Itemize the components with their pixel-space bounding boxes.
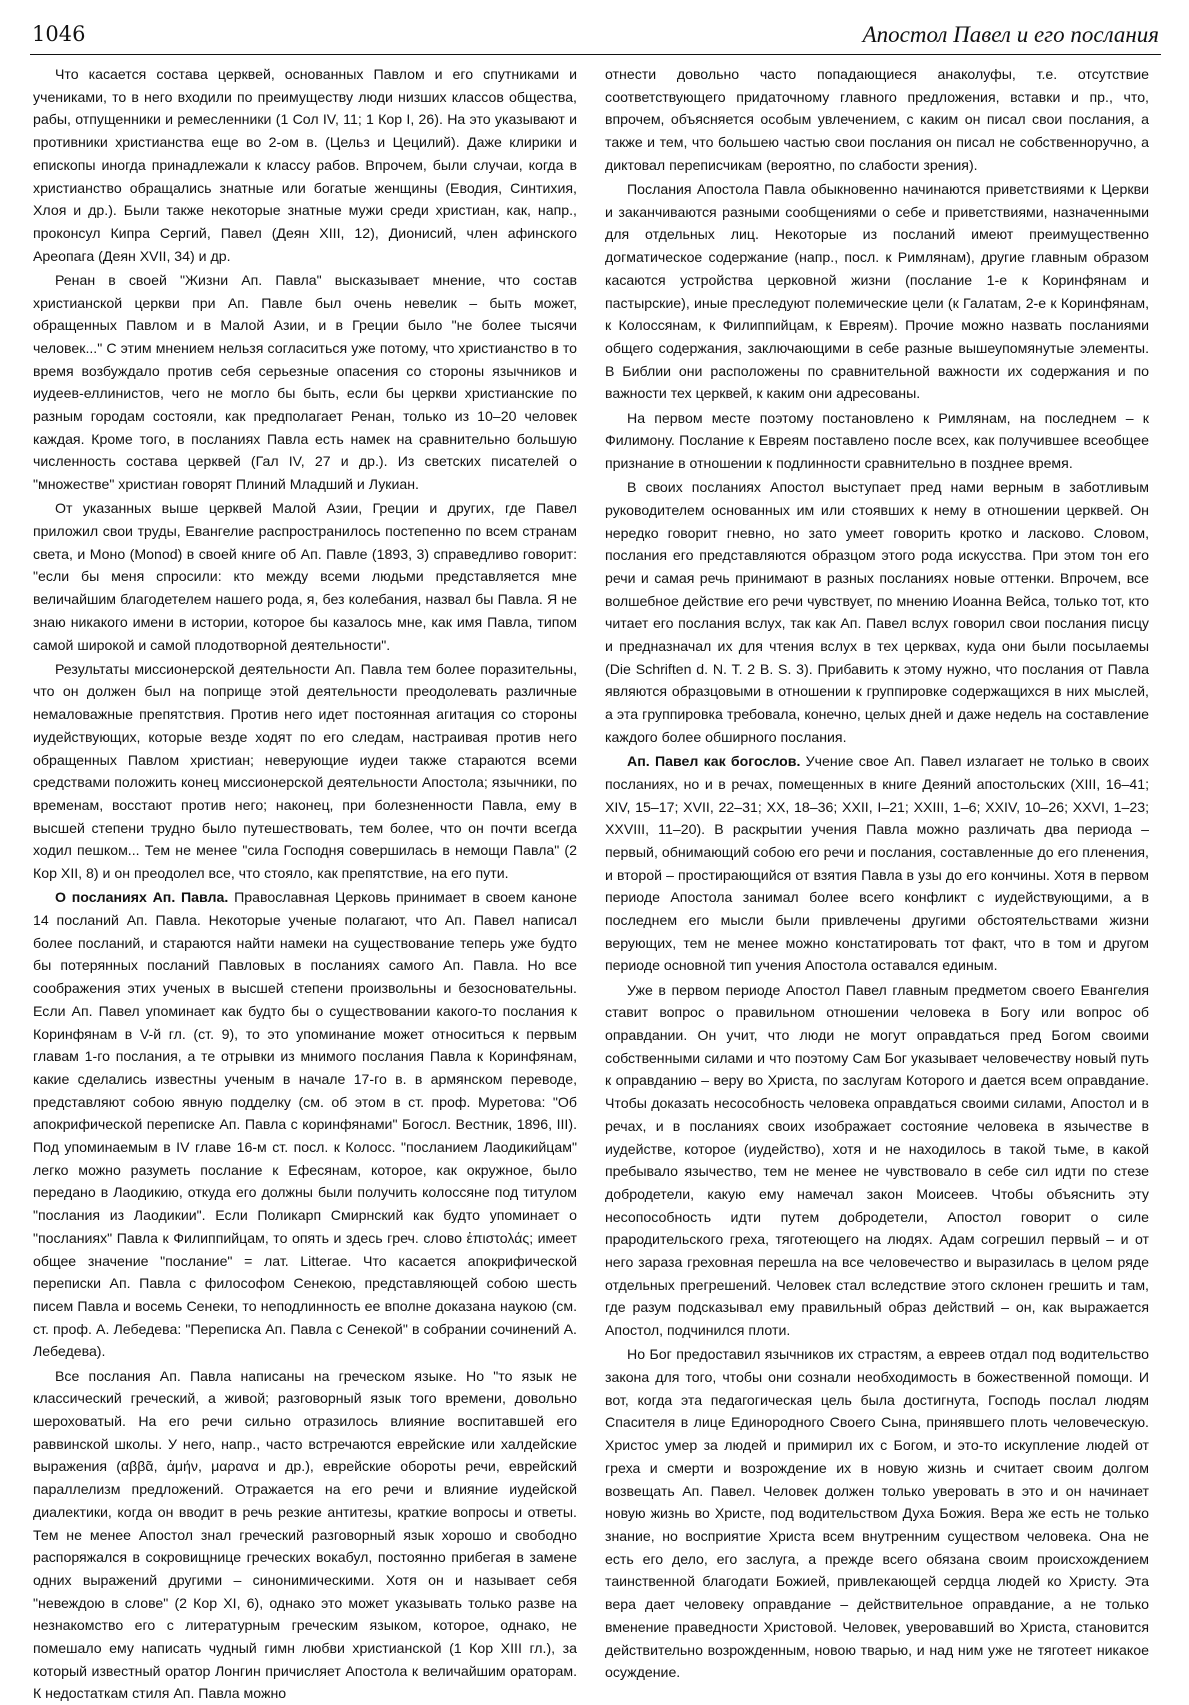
paragraph-text: От указанных выше церквей Малой Азии, Греции и других, где Павел приложил свои труды, Евангелие распространилось постепенно по всем странам света, и Моно (Monod) в своей книге об Ап. Павле (1893, 3) справедливо говорит: "если бы меня спросили: кто между всеми людьми представляется мне величайшим благодетелем нашего рода, я, без колебания, назвал бы Павла. Я не знаю никакого имени в истории, которое бы казалось мне, как имя Павла, типом самой широкой и самой плодотворной деятельности". (33, 500, 577, 653)
paragraph-text: Послания Апостола Павла обыкновенно начинаются приветствиями к Церкви и заканчиваются разными сообщениями о себе и приветствиями, назначенными для отдельных лиц. Некоторые из посланий имеют преимущественно догматическое содержание (напр., посл. к Римлянам), другие главным образом касаются устройства церковной жизни (послание 1-е к Коринфянам и пастырские), иные преследуют полемические цели (к Галатам, 2-е к Коринфянам, к Колоссянам, к Филиппийцам, к Евреям). Прочие можно назвать посланиями общего содержания, заключающими в себе разные вышеупомянутые элементы. В Библии они расположены по сравнительной важности их содержания и по важности тех церквей, к каким они адресованы. (605, 181, 1149, 402)
section-heading: О посланиях Ап. Павла. (55, 889, 229, 906)
paragraph (33, 63, 577, 267)
header-rule (30, 54, 1161, 55)
paragraph (605, 178, 1149, 405)
paragraph (605, 1343, 1149, 1684)
left-text-column (33, 63, 577, 1702)
paragraph (605, 63, 1149, 177)
paragraph (33, 886, 577, 1363)
paragraph-text: отнести довольно часто попадающиеся анаколуфы, т.е. отсутствие соответствующего придаточному главного предложения, вставки и пр., что, впрочем, объясняется особым увлечением, с каким он писал свои послания, а также и тем, что большею частью свои послания он писал не собственноручно, а диктовал переписчикам (вероятно, по слабости зрения). (605, 66, 1149, 173)
paragraph (33, 497, 577, 656)
right-text-column (605, 63, 1149, 1681)
paragraph-text: Что касается состава церквей, основанных Павлом и его спутниками и учениками, то в него входили по преимуществу люди низших классов общества, рабы, отпущенники и ремесленники (1 Сол IV, 11; 1 Кор I, 26). На это указывают и противники христианства еще во 2-ом в. (Цельз и Цецилий). Даже клирики и епископы иногда принадлежали к классу рабов. Впрочем, были случаи, когда в христианство обращались знатные или богатые женщины (Еводия, Синтихия, Хлоя и др.). Были также некоторые знатные мужи среди христиан, как, напр., проконсул Кипра Сергий, Павел (Деян XIII, 12), Дионисий, член афинского Ареопага (Деян XVII, 34) и др. (33, 66, 577, 264)
paragraph-text: Ренан в своей "Жизни Ап. Павла" высказывает мнение, что состав христианской церкви при Ап. Павле был очень невелик – быть может, обращенных Павлом и в Малой Азии, и в Греции было "не более тысячи человек..." С этим мнением нельзя согласиться уже потому, что христианство в то время возбуждало против себя серьезные опасения со стороны язычников и иудеев-еллинистов, чего не могло бы быть, если бы церкви христианские по разным городам состояли, как предполагает Ренан, только из 10–20 человек каждая. Кроме того, в посланиях Павла есть намек на сравнительно большую численность состава церквей (Гал IV, 27 и др.). Из светских писателей о "множестве" христиан говорят Плиний Младший и Лукиан. (33, 271, 577, 493)
paragraph (33, 269, 577, 496)
paragraph-text: Православная Церковь принимает в своем каноне 14 посланий Ап. Павла. Некоторые ученые полагают, что Ап. Павел написал более посланий, и стараются найти намеки на существование теперь уже будто бы потерянных посланий Павловых в посланиях самого Ап. Павла. Но все соображения этих ученых в высшей степени произвольны и безосновательны. Если Ап. Павел упоминает как будто бы о существовании какого-то послания к Коринфянам в V-й гл. (ст. 9), то это упоминание может относиться к первым главам 1-го послания, а те отрывки из мнимого послания Павла к Коринфянам, какие сделались известны ученым в начале 17-го в. в армянском переводе, представляют собою явную подделку (см. об этом в ст. проф. Муретова: "Об апокрифической переписке Ап. Павла с коринфянами" Богосл. Вестник, 1896, III). Под упоминаемым в IV главе 16-м ст. посл. к Колосс. "посланием Лаодикийцам" легко можно разуметь послание к Ефесянам, которое, как окружное, было передано в Лаодикию, откуда его должны были получить колоссяне под титулом "послания из Лаодикии". Если Поликарп Смирнский как будто упоминает о "посланиях" Павла к Филиппийцам, то опять и здесь греч. слово ἐπιστολάς; имеет общее значение "послание" = лат. Litterae. Что касается апокрифической переписки Ап. Павла с философом Сенекою, представляющей собою шесть писем Павла и восемь Сенеки, то неподлинность ее вполне доказана наукою (см. ст. проф. А. Лебедева: "Переписка Ап. Павла с Сенекой" в собрании сочинений А. Лебедева). (33, 889, 577, 1360)
paragraph (605, 750, 1149, 977)
paragraph (33, 1365, 577, 1705)
paragraph-text: Учение свое Ап. Павел излагает не только в своих посланиях, но и в речах, помещенных в книге Деяний апостольских (XIII, 16–41; XIV, 15–17; XVII, 22–31; XX, 18–36; XXII, I–21; XXIII, 1–6; XXIV, 10–26; XXVI, 1–23; XXVIII, 11–20). В раскрытии учения Павла можно различать два периода – первый, обнимающий собою его речи и послания, составленные до его пленения, и второй – простирающийся от взятия Павла в узы до его кончины. Хотя в первом периоде Апостола занимал более всего конфликт с иудействующими, а в последнем его мысли были привлечены другими обстоятельствами жизни верующих, тем не менее можно констатировать тот факт, что в том и другом периоде основной тип учения Апостола оставался единым. (605, 753, 1149, 974)
paragraph (605, 476, 1149, 748)
paragraph-text: Результаты миссионерской деятельности Ап. Павла тем более поразительны, что он должен был на поприще этой деятельности преодолевать различные немаловажные препятствия. Против него идет постоянная агитация со стороны иудействующих, которые везде ходят по его следам, настраивая против него обращенных Павлом христиан; неверующие иудеи также стараются всеми средствами положить конец миссионерской деятельности Апостола; язычники, по временам, восстают против него; наконец, при болезненности Павла, ему в высшей степени трудно было путешествовать, тем более, что он почти всегда ходил пешком... Тем не менее "сила Господня совершилась в немощи Павла" (2 Кор XII, 8) и он преодолел все, что стояло, как препятствие, на его пути. (33, 660, 577, 882)
section-heading: Ап. Павел как богослов. (627, 753, 801, 770)
paragraph-text: Но Бог предоставил язычников их страстям, а евреев отдал под водительство закона для того, чтобы они сознали необходимость в божественной помощи. И вот, когда эта педагогическая цель была достигнута, Господь послал людям Спасителя в лице Единородного Своего Сына, принявшего плоть человеческую. Христос умер за людей и примирил их с Богом, и это-то искупление людей от греха и смерти и возрождение их в новую жизнь и считает своим долгом возвещать Ап. Павел. Человек должен только уверовать в это и он начинает новую жизнь во Христе, под водительством Духа Божия. Вера же есть не только знание, но восприятие Христа всем внутренним существом человека. Она не есть его дело, его заслуга, а прежде всего обязана своим происхождением таинственной благодати Божией, привлекающей сердца людей ко Христу. Эта вера дает человеку оправдание – действительное оправдание, а не только вменение праведности Христовой. Человек, уверовавший во Христа, становится действительно возрожденным, новою тварью, и над ним уже не тяготеет никакое осуждение. (605, 1346, 1149, 1681)
paragraph (605, 979, 1149, 1342)
paragraph-text: Все послания Ап. Павла написаны на греческом языке. Но "то язык не классический греческий, а живой; разговорный язык того времени, довольно шероховатый. На его речи сильно отразилось влияние воспитавшей его раввинской школы. У него, напр., часто встречаются еврейские или халдейские выражения (αββᾶ, ἀμήν, μαρανα и др.), еврейские обороты речи, еврейский параллелизм предложений. Отражается на его речи и влияние иудейской диалектики, когда он вводит в речь резкие антитезы, краткие вопросы и ответы. Тем не менее Апостол знал греческий разговорный язык хорошо и свободно распоряжался в сокровищнице греческих вокабул, постоянно прибегая в замене одних выражений другими – синонимическими. Хотя он и называет себя "невеждою в слове" (2 Кор XI, 6), однако это может указывать только разве на незнакомство его с литературным греческим языком, которое, однако, не помешало ему написать чудный гимн любви христианской (1 Кор XIII гл.), за который известный оратор Лонгин причисляет Апостола к величайшим ораторам. К недостаткам стиля Ап. Павла можно (33, 1367, 577, 1702)
page-number: 1046 (32, 22, 86, 46)
paragraph-text: На первом месте поэтому постановлено к Римлянам, на последнем – к Филимону. Послание к Евреям поставлено после всех, как получившее всеобщее признание в отношении к подлинности сравнительно в позднее время. (605, 409, 1149, 471)
paragraph-text: Уже в первом периоде Апостол Павел главным предметом своего Евангелия ставит вопрос о правильном отношении человека в Богу или вопрос об оправдании. Он учит, что люди не могут оправдаться пред Богом своими собственными силами и что поэтому Сам Бог указывает человечеству новый путь к оправданию – веру во Христа, по заслугам Которого и дается всем оправдание. Чтобы доказать несособность человека оправдаться своими силами, Апостол и в речах, и в посланиях своих изображает состояние человека в язычестве в иудействе, которое (иудейство), хотя и не находилось в такой тьме, в какой пребывало язычество, тем не менее не чувствовало в себе сил идти по стезе добродетели, какую ему намечал закон Моисеев. Чтобы объяснить эту несопособность идти путем добродетели, Апостол говорит о силе прародительского греха, тяготеющего на людях. Адам согрешил первый – и от него зараза греховная перешла на все человечество и выразилась в целом ряде отдельных прегрешений. Человек стал вследствие этого склонен грешить и там, где разум подсказывал ему правильный образ действий – он, как выражается Апостол, подчинился плоти. (605, 981, 1149, 1339)
paragraph (33, 658, 577, 885)
running-title: Апостол Павел и его послания (862, 22, 1159, 47)
paragraph (605, 407, 1149, 475)
paragraph-text: В своих посланиях Апостол выступает пред нами верным в заботливым руководителем основанных им или стоявших к нему в отношении церквей. Он нередко говорит гневно, но зато умеет говорить кротко и ласково. Словом, послания его представляются образцом этого рода искусства. При этом тон его речи и самая речь принимают в разных посланиях новые оттенки. Впрочем, все волшебное действие его речи чувствует, по мнению Иоанна Вейса, только тот, кто читает его послания вслух, так как Ап. Павел вслух говорил свои послания писцу и предназначал их для чтения вслух в тех церквах, куда они были посылаемы (Die Schriften d. N. T. 2 B. S. 3). Прибавить к этому нужно, что послания от Павла являются образцовыми в отношении к группировке содержащихся в них мыслей, а эта группировка требовала, конечно, целых дней и даже недель на составление каждого более обширного послания. (605, 479, 1149, 745)
